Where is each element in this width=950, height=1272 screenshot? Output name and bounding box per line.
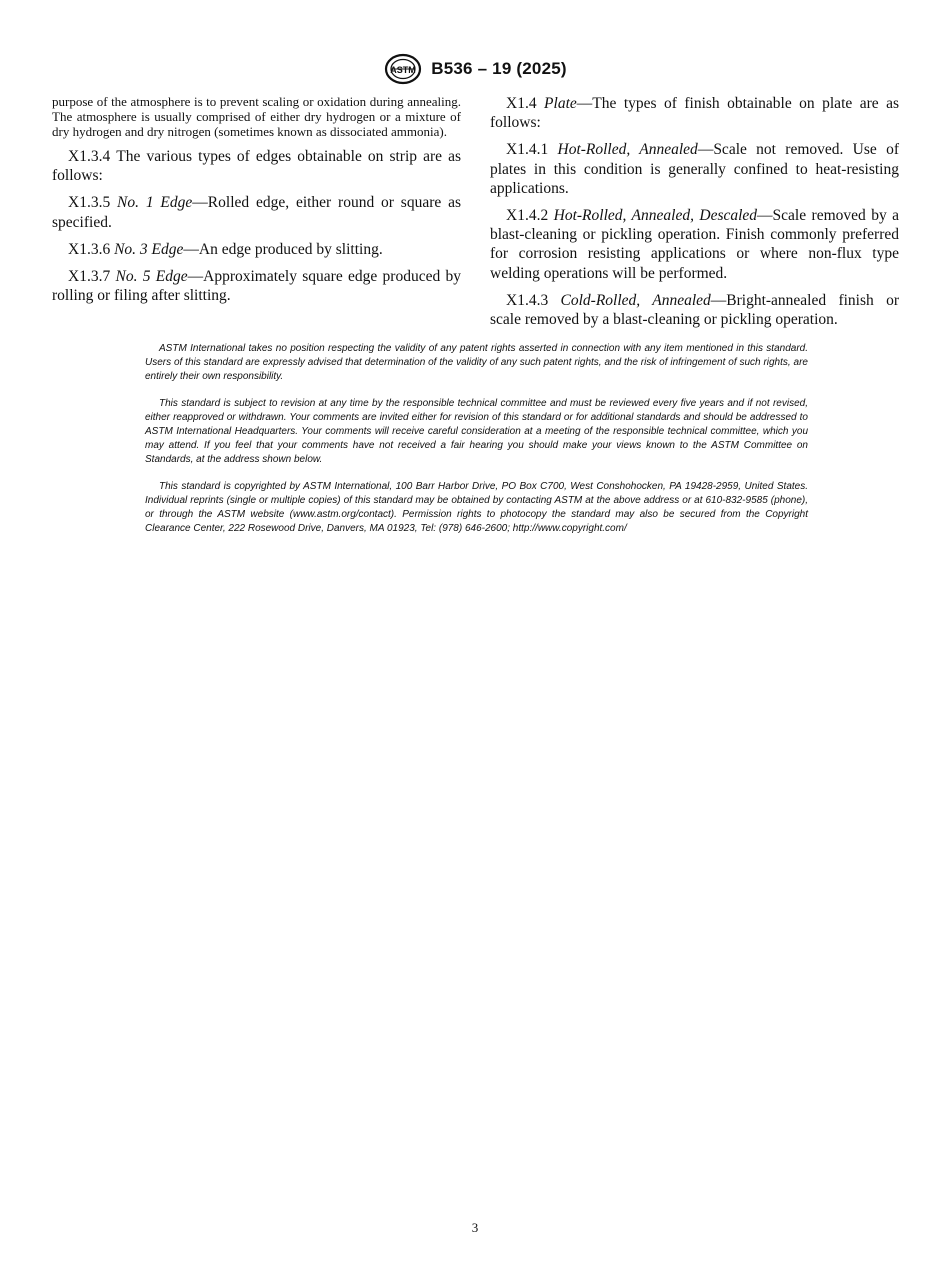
patent-notice: ASTM International takes no position respecting the validity of any patent rights asserted in connection with any item mentioned in this standard. Users of this standard are expressly advised that determination of the validity of any such patent rights, and the risk of infringement of such rights, are entirely their own responsibility. — [145, 343, 808, 382]
revision-notice: This standard is subject to revision at any time by the responsible technical committee and must be reviewed every five years and if not revised, either reapproved or withdrawn. Your comments are invited either for revision of this standard or for additional standards and should be addressed to ASTM International Headquarters. Your comments will receive careful consideration at a meeting of the responsible technical committee, which you may attend. If you feel that your comments have not received a fair hearing you should make your views known to the ASTM Committee on Standards, at the address shown below. — [145, 398, 808, 465]
document-designation: B536 – 19 (2025) — [431, 59, 567, 78]
paragraph-x1-3-5 — [52, 193, 461, 231]
page-number: 3 — [471, 1220, 479, 1235]
paragraph-x1-4-2 — [490, 206, 899, 283]
paragraph-x1-4 — [490, 94, 899, 132]
paragraph-text: —Bright-annealed finish or scale removed by a blast-cleaning or pickling operation. — [490, 291, 899, 329]
legal-notices — [145, 342, 808, 550]
paragraph-title: No. 5 Edge — [115, 268, 188, 286]
paragraph-number: X1.4.1 — [506, 141, 549, 159]
paragraph-title: No. 3 Edge — [114, 240, 184, 258]
paragraph-x1-3-4 — [52, 147, 461, 185]
paragraph-number: X1.4 — [506, 95, 537, 112]
paragraph-text: The various types of edges obtainable on strip are as follows: — [52, 148, 461, 185]
paragraph-x1-4-1 — [490, 140, 899, 198]
paragraph-text: —Scale removed by a blast-cleaning or pickling operation. Finish commonly preferred for corrosion resisting applications or where non-flux type welding operations will be performed. — [490, 207, 900, 282]
paragraph-x1-3-6 — [52, 240, 461, 259]
continuation-text: purpose of the atmosphere is to prevent scaling or oxidation during annealing. The atmosphere is usually comprised of either dry hydrogen or a mixture of dry hydrogen and dry nitrogen (sometimes known as dissociated ammonia). — [52, 94, 461, 139]
paragraph-number: X1.3.6 — [68, 240, 111, 258]
paragraph-title: Hot-Rolled, Annealed — [557, 141, 698, 159]
paragraph-number: X1.3.4 — [68, 148, 111, 165]
paragraph-text: —The types of finish obtainable on plate are as follows: — [490, 95, 900, 132]
page-header — [0, 52, 950, 86]
paragraph-number: X1.3.5 — [68, 194, 111, 212]
paragraph-number: X1.4.3 — [506, 291, 549, 309]
copyright-notice: This standard is copyrighted by ASTM International, 100 Barr Harbor Drive, PO Box C700, West Conshohocken, PA 19428-2959, United States. Individual reprints (single or multiple copies) of this standard may be obtained by contacting ASTM at the above address or at 610-832-9585 (phone), or through the ASTM website (www.astm.org/contact). Permission rights to photocopy the standard may also be secured from the Copyright Clearance Center, 222 Rosewood Drive, Danvers, MA 01923, Tel: (978) 646-2600; http://www.copyright.com/ — [145, 481, 808, 534]
paragraph-text: —An edge produced by slitting. — [183, 240, 383, 258]
paragraph-text: —Scale not removed. Use of plates in this condition is generally confined to heat-resisting applications. — [490, 141, 899, 197]
paragraph-number: X1.3.7 — [68, 268, 111, 286]
svg-text:ASTM: ASTM — [390, 65, 416, 75]
right-column — [490, 94, 899, 337]
paragraph-number: X1.4.2 — [506, 207, 549, 225]
left-column — [52, 94, 461, 313]
paragraph-text: —Rolled edge, either round or square as specified. — [52, 194, 462, 231]
paragraph-title: Hot-Rolled, Annealed, Descaled — [553, 207, 758, 225]
paragraph-title: Plate — [544, 95, 577, 112]
paragraph-x1-3-7 — [52, 267, 461, 305]
paragraph-title: No. 1 Edge — [117, 194, 193, 212]
astm-logo-icon — [383, 53, 423, 85]
paragraph-text: —Approximately square edge produced by rolling or filing after slitting. — [52, 268, 462, 305]
paragraph-x1-4-3 — [490, 291, 899, 329]
paragraph-title: Cold-Rolled, Annealed — [560, 291, 711, 309]
